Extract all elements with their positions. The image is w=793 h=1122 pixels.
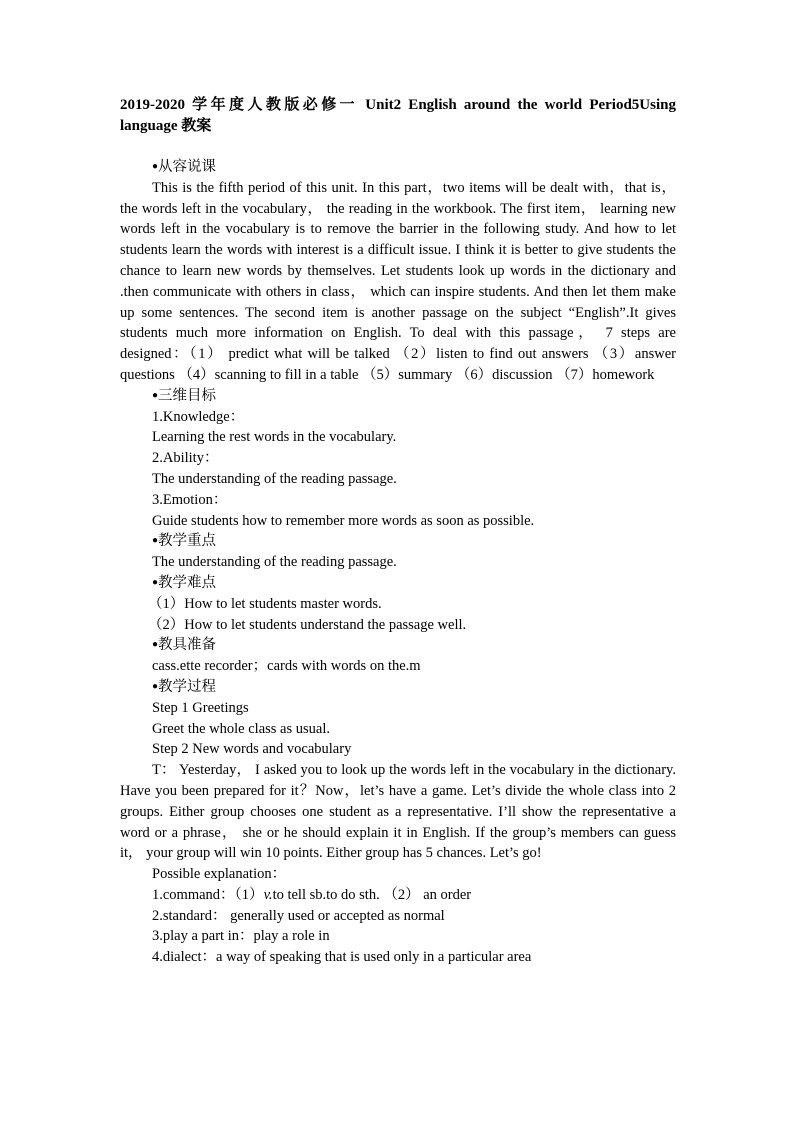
objective-line: 3.Emotion： — [152, 491, 228, 508]
explanation-item: 2.standard： generally used or accepted as normal — [152, 907, 445, 924]
bullet-icon: ● — [152, 535, 159, 547]
difficulty-line: （1）How to let students master words. — [148, 595, 382, 612]
bullet-icon: ● — [152, 639, 159, 651]
section-heading-teaching-aids: ●教具准备 — [152, 637, 217, 654]
step2-paragraph: T： Yesterday， I asked you to look up the words left in the vocabulary in the dictionary. Have you been prepared for it？Now，let’s have a game. Let’s divide the whole class into 2 groups. Either group chooses one student as a representative. I’ll show the representative a word or a phrase， she or he should explain it in English. If the group’s members can guess it， your group will win 10 points. Either group has 5 chances. Let’s go! — [120, 762, 676, 862]
explanation-item: 3.play a part in：play a role in — [152, 928, 330, 945]
section-heading-difficulties: ●教学难点 — [152, 574, 217, 591]
bullet-icon: ● — [152, 389, 159, 401]
teaching-aids-line: cass.ette recorder；cards with words on the.m — [152, 658, 421, 675]
section-heading-lesson-intro: ●从容说课 — [152, 159, 217, 175]
objective-line: 1.Knowledge： — [152, 408, 245, 425]
explanation-item: 1.command：（1）v.to tell sb.to do sth. （2） an order — [152, 886, 472, 903]
step-heading: Step 2 New words and vocabulary — [152, 741, 352, 758]
objective-line: Learning the rest words in the vocabulary. — [152, 429, 397, 446]
explanation-item: 4.dialect：a way of speaking that is used only in a particular area — [152, 949, 532, 966]
key-point-line: The understanding of the reading passage. — [152, 554, 397, 571]
document-page — [120, 95, 676, 968]
lesson-intro-paragraph: This is the fifth period of this unit. In this part，two items will be dealt with，that is， the words left in the vocabulary， the reading in the workbook. The first item， learning new words left in the vocabulary is to remove the barrier in the following study. And how to let students learn the words with interest is a difficult issue. I think it is better to give students the chance to learn new words by themselves. Let students look up words in the dictionary and .then communicate with others in class， which can inspire students. And then let them make up some sentences. The second item is another passage on the subject “English”.It gives students much more information on English. To deal with this passage， 7 steps are designed：（1） predict what will be talked （2）listen to find out answers （3）answer questions （4）scanning to fill in a table （5）summary （6）discussion （7）homework — [120, 179, 676, 383]
bullet-icon: ● — [152, 576, 159, 588]
difficulty-line: （2）How to let students understand the passage well. — [148, 616, 467, 633]
objective-line: Guide students how to remember more words as soon as possible. — [152, 512, 535, 529]
document-title: 2019-2020 学年度人教版必修一 Unit2 English around the world Period5Using language 教案 — [120, 97, 676, 134]
bullet-icon: ● — [152, 680, 159, 692]
section-heading-key-points: ●教学重点 — [152, 533, 217, 550]
possible-explanation-label: Possible explanation： — [152, 866, 287, 883]
section-heading-objectives: ●三维目标 — [152, 387, 217, 404]
step-heading: Step 1 Greetings — [152, 699, 249, 716]
bullet-icon: ● — [152, 161, 159, 172]
objective-line: The understanding of the reading passage. — [152, 470, 397, 487]
step-text: Greet the whole class as usual. — [152, 720, 330, 737]
section-heading-procedure: ●教学过程 — [152, 678, 217, 695]
objective-line: 2.Ability： — [152, 450, 219, 467]
